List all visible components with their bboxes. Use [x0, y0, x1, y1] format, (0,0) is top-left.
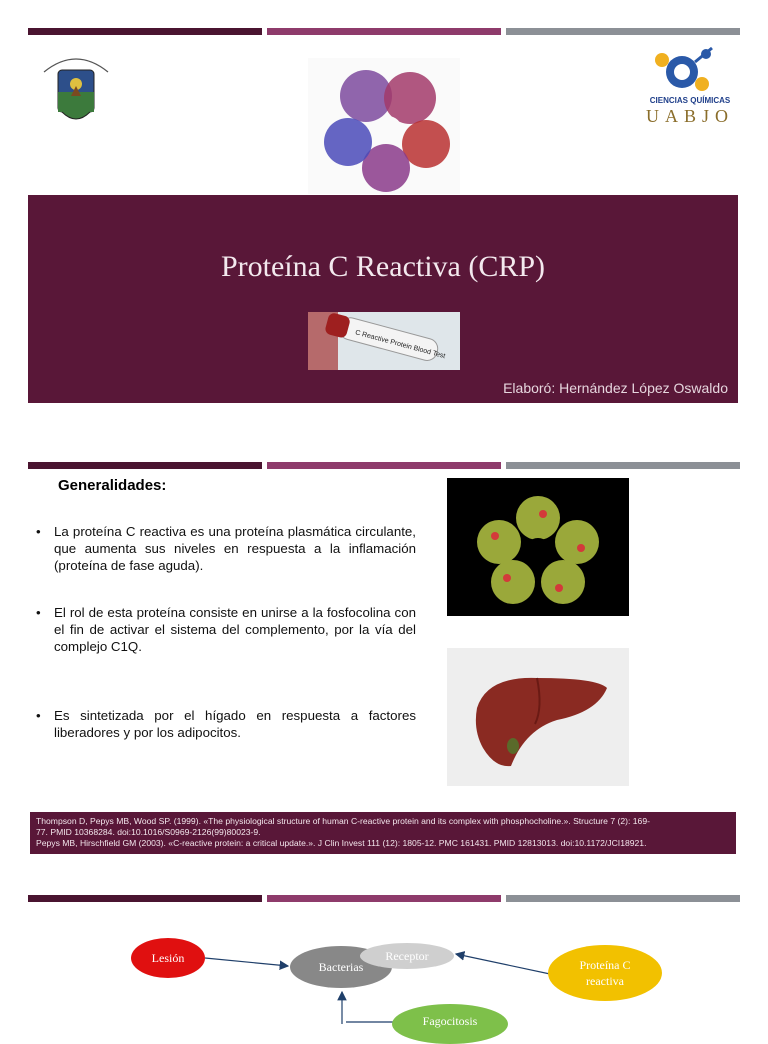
author-credit: Elaboró: Hernández López Oswaldo [503, 380, 728, 396]
divider-bar [506, 462, 740, 469]
list-item: • Es sintetizada por el hígado en respuesta a factores liberadores y por los adipocitos. [36, 708, 416, 740]
reference-line: Pepys MB, Hirschfield GM (2003). «C-reactive protein: a critical update.». J Clin Invest 111 (12): 1805-12. PMC 161431. PMID 12813013. doi:10.1172/JCI18921. [36, 838, 647, 848]
crp-pentamer-image [447, 478, 629, 616]
divider-bar [267, 462, 501, 469]
blood-test-tube-image [308, 312, 460, 370]
divider-bar [506, 28, 740, 35]
logo-text-line2: UABJO [645, 106, 734, 126]
node-bacterias: Bacterias [290, 946, 392, 988]
page-title: Proteína C Reactiva (CRP) [220, 250, 546, 283]
university-seal-logo [38, 46, 114, 126]
node-proteina-c-reactiva: Proteína C reactiva [548, 945, 662, 1001]
divider-bar [28, 895, 262, 902]
node-lesion: Lesión [131, 938, 205, 978]
test-tube-label: C Reactive Protein Blood Test [354, 329, 446, 361]
list-item: • La proteína C reactiva es una proteína plasmática circulante, que aumenta sus niveles en respuesta a la inflamación (proteína de fase aguda). [36, 524, 416, 573]
arrow-lesion-bacterias [205, 958, 288, 966]
list-item: • El rol de esta proteína consiste en unirse a la fosfocolina con el fin de activar el sistema del complemento, por la vía del complejo C1Q. [36, 605, 416, 654]
divider-bar [28, 462, 262, 469]
section-heading: Generalidades: [58, 477, 167, 494]
references-box [30, 812, 736, 854]
reference-line: Thompson D, Pepys MB, Wood SP. (1999). «The physiological structure of human C-reactive protein and its complex with phosphocholine.». Structure 7 (2): 169- [36, 816, 650, 826]
crp-protein-structure-image [308, 58, 460, 194]
title-band [28, 195, 738, 403]
node-fagocitosis: Fagocitosis [392, 1004, 508, 1044]
divider-bar [506, 895, 740, 902]
logo-text-line1: CIENCIAS QUÍMICAS [649, 96, 731, 105]
arrow-proteina-receptor [456, 954, 550, 974]
divider-bar [28, 28, 262, 35]
divider-bar [267, 28, 501, 35]
divider-bar [267, 895, 501, 902]
node-receptor: Receptor [360, 943, 454, 969]
liver-image [447, 648, 629, 786]
reference-line: 77. PMID 10368284. doi:10.1016/S0969-2126(99)80023-9. [36, 827, 261, 837]
